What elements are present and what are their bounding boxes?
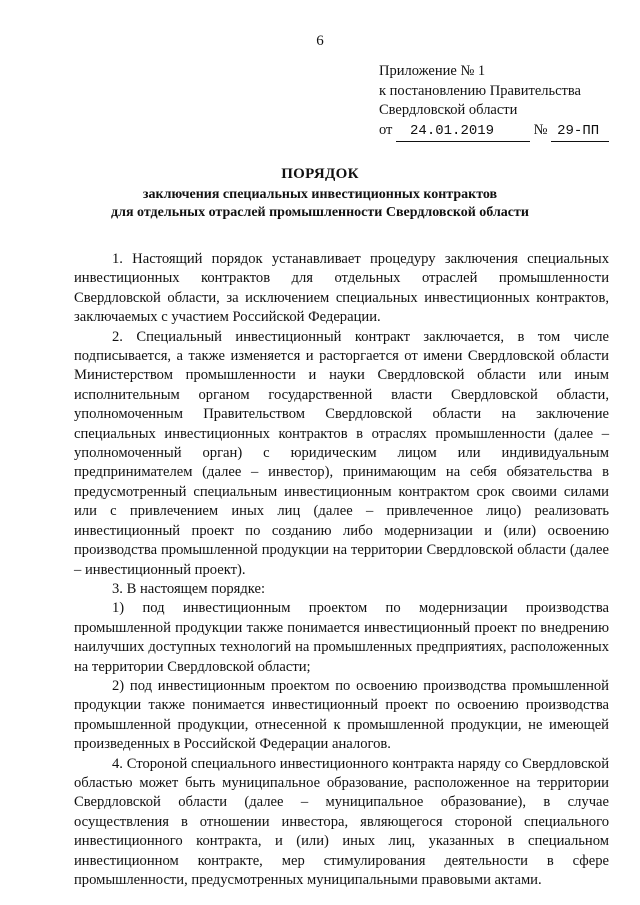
paragraph-3-item-2: 2) под инвестиционным проектом по освоению производства промышленной продукции также понимается инвестиционный проект по освоению производства промышленной продукции, отнесенной к промышленной продукции, не имеющей произведенных в Российской Федерации аналогов. bbox=[74, 677, 609, 753]
paragraph-1: 1. Настоящий порядок устанавливает процедуру заключения специальных инвестиционных контрактов для отдельных отраслей промышленности Свердловской области, за исключением специальных инвестиционных контрактов, заключаемых с участием Российской Федерации. bbox=[74, 251, 609, 326]
appendix-line-2: к постановлению Правительства bbox=[379, 82, 581, 99]
document-subtitle bbox=[0, 186, 640, 222]
appendix-header bbox=[379, 62, 609, 142]
subtitle-line-2: для отдельных отраслей промышленности Свердловской области bbox=[111, 205, 529, 220]
resolution-number: 29-ПП bbox=[551, 122, 609, 143]
document-title: ПОРЯДОК bbox=[281, 166, 359, 182]
paragraph-3: 3. В настоящем порядке: bbox=[112, 580, 266, 597]
document-body bbox=[74, 250, 609, 890]
page-number: 6 bbox=[316, 33, 324, 49]
paragraph-3-item-1: 1) под инвестиционным проектом по модернизации производства промышленной продукции также понимается инвестиционный проект по внедрению наилучших доступных технологий на промышленных предприятиях, расположенных на территории Свердловской области; bbox=[74, 600, 609, 675]
appendix-line-3: Свердловской области bbox=[379, 102, 518, 118]
appendix-date-line bbox=[379, 121, 609, 143]
date-prefix: от bbox=[379, 121, 393, 138]
appendix-line-1: Приложение № 1 bbox=[379, 63, 486, 79]
resolution-date: 24.01.2019 bbox=[396, 122, 530, 143]
subtitle-line-1: заключения специальных инвестиционных контрактов bbox=[142, 187, 498, 202]
paragraph-2: 2. Специальный инвестиционный контракт заключается, в том числе подписывается, а также изменяется и расторгается от имени Свердловской области Министерством промышленности и науки Свердловской области или иным исполнительным органом государственной власти Свердловской области, уполномоченным Правительством Свердловской области на заключение специальных инвестиционных контрактов в отраслях промышленности (далее – уполномоченный орган) с юридическим лицом или индивидуальным предпринимателем (далее – инвестор), принимающим на себя обязательства в предусмотренный специальным инвестиционным контрактом срок своими силами или с привлечением иных лиц (далее – привлеченное лицо) реализовать инвестиционный проект по созданию либо модернизации и (или) освоению производства промышленной продукции на территории Свердловской области (далее – инвестиционный проект). bbox=[74, 328, 609, 578]
number-prefix: № bbox=[533, 121, 548, 138]
paragraph-4: 4. Стороной специального инвестиционного контракта наряду со Свердловской областью может быть муниципальное образование, расположенное на территории Свердловской области (далее – муниципальное образование), в случае осуществления в отношении инвестора, являющегося стороной специального инвестиционного контракта, и (или) иных лиц, указанных в специальном инвестиционном контракте, мер стимулирования деятельности в сфере промышленности, предусмотренных муниципальными правовыми актами. bbox=[74, 755, 609, 888]
